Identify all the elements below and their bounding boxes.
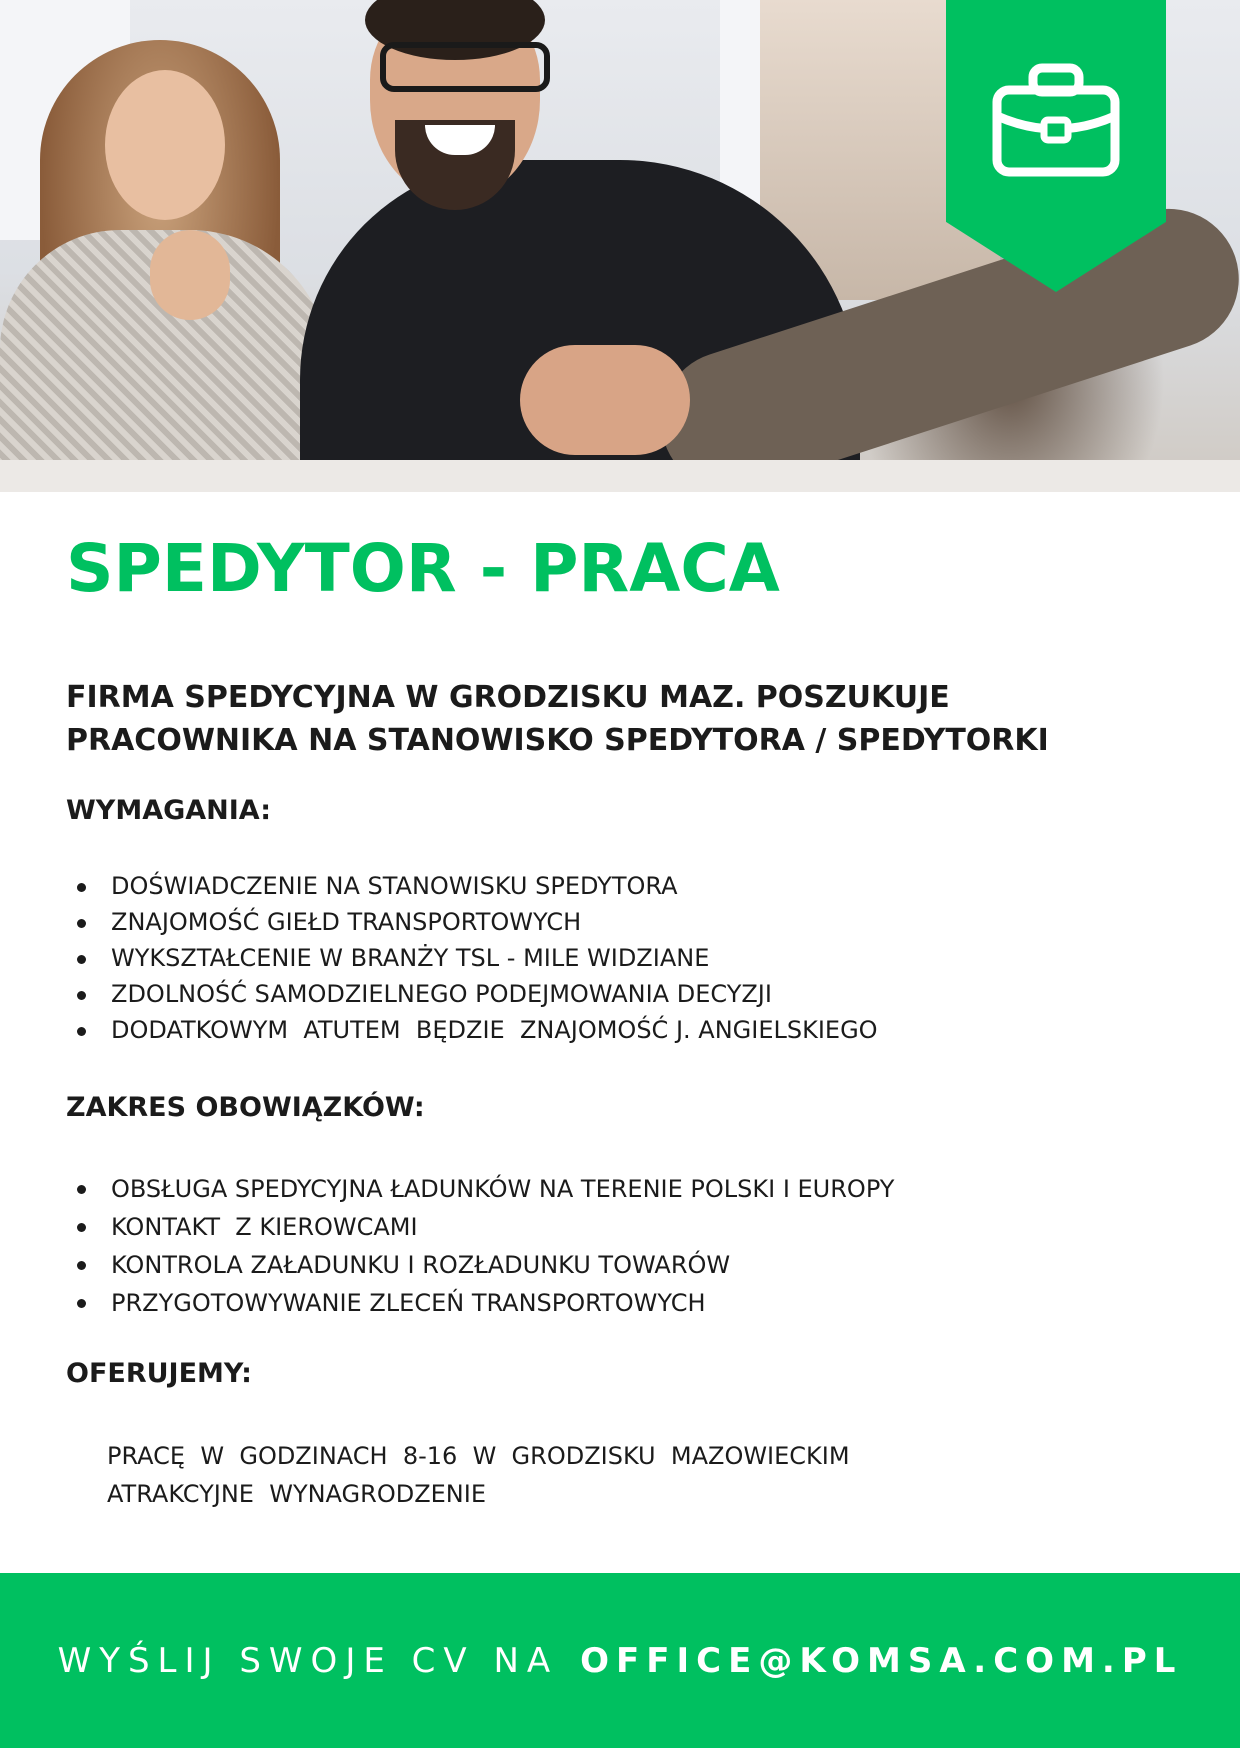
list-item: KONTROLA ZAŁADUNKU I ROZŁADUNKU TOWARÓW bbox=[66, 1246, 894, 1284]
woman-face bbox=[105, 70, 225, 220]
glasses bbox=[380, 42, 550, 92]
briefcase-icon bbox=[991, 60, 1121, 180]
contact-email[interactable]: OFFICE@KOMSA.COM.PL bbox=[580, 1640, 1183, 1681]
offer-text bbox=[107, 1437, 850, 1513]
requirements-heading: WYMAGANIA: bbox=[66, 795, 271, 826]
list-item: OBSŁUGA SPEDYCYJNA ŁADUNKÓW NA TERENIE POLSKI I EUROPY bbox=[66, 1170, 894, 1208]
requirements-list bbox=[66, 868, 878, 1048]
duties-list bbox=[66, 1170, 894, 1322]
offer-heading: OFERUJEMY: bbox=[66, 1358, 252, 1389]
list-item: ZDOLNOŚĆ SAMODZIELNEGO PODEJMOWANIA DECYZJI bbox=[66, 976, 878, 1012]
intro-text bbox=[66, 676, 1166, 762]
list-item: KONTAKT Z KIEROWCAMI bbox=[66, 1208, 894, 1246]
duties-heading: ZAKRES OBOWIĄZKÓW: bbox=[66, 1092, 425, 1123]
list-item: DODATKOWYM ATUTEM BĘDZIE ZNAJOMOŚĆ J. ANGIELSKIEGO bbox=[66, 1012, 878, 1048]
woman-hands bbox=[150, 230, 230, 320]
page-title: SPEDYTOR - PRACA bbox=[66, 530, 780, 607]
list-item: ZNAJOMOŚĆ GIEŁD TRANSPORTOWYCH bbox=[66, 904, 878, 940]
intro-line-2: PRACOWNIKA NA STANOWISKO SPEDYTORA / SPEDYTORKI bbox=[66, 723, 1049, 758]
footer-prefix: WYŚLIJ SWOJE CV NA bbox=[57, 1640, 559, 1681]
list-item: WYKSZTAŁCENIE W BRANŻY TSL - MILE WIDZIANE bbox=[66, 940, 878, 976]
intro-line-1: FIRMA SPEDYCYJNA W GRODZISKU MAZ. POSZUKUJE bbox=[66, 680, 950, 715]
table-edge bbox=[0, 460, 1240, 492]
footer-cta bbox=[0, 1573, 1240, 1748]
offer-item-1: PRACĘ W GODZINACH 8-16 W GRODZISKU MAZOWIECKIM bbox=[107, 1442, 850, 1470]
offer-item-2: ATRAKCYJNE WYNAGRODZENIE bbox=[107, 1480, 486, 1508]
list-item: PRZYGOTOWYWANIE ZLECEŃ TRANSPORTOWYCH bbox=[66, 1284, 894, 1322]
list-item: DOŚWIADCZENIE NA STANOWISKU SPEDYTORA bbox=[66, 868, 878, 904]
handshake-hands bbox=[520, 345, 690, 455]
